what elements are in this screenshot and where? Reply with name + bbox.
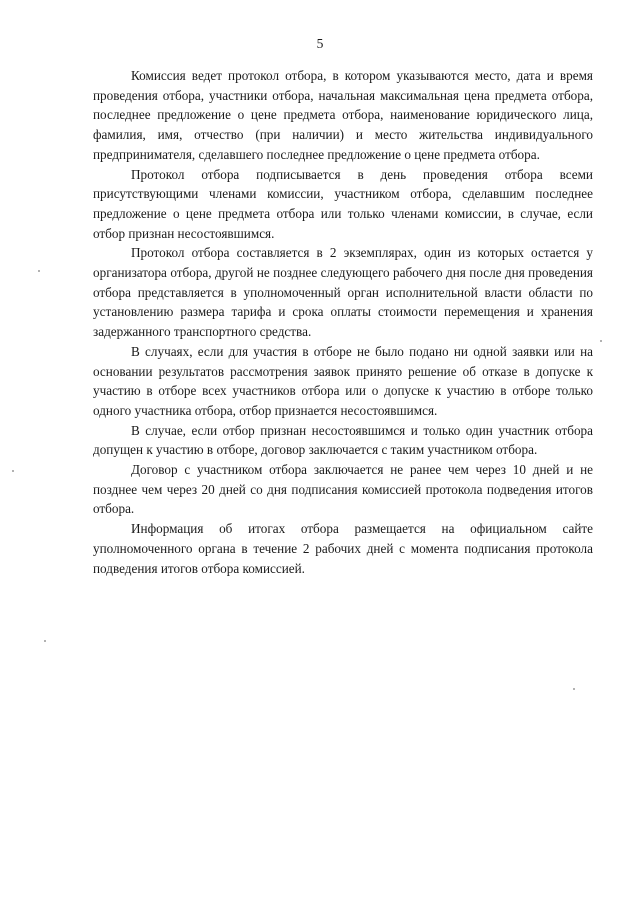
scan-speck [12,470,14,472]
paragraph-contract-timing: Договор с участником отбора заключается не ранее чем через 10 дней и не позднее чем через 20 дней со дня подписания комиссией протокола подведения итогов отбора. [93,462,593,517]
paragraph-protocol-copies: Протокол отбора составляется в 2 экземплярах, один из которых остается у организатора отбора, другой не позднее следующего рабочего дня после дня проведения отбора представляется в уполномоченный орган исполнительной власти области по установлению размера тарифа и срока оплаты стоимости перемещения и хранения задержанного транспортного средства. [93,245,593,340]
paragraph-selection-failed: В случаях, если для участия в отборе не было подано ни одной заявки или на основании результатов рассмотрения заявок принято решение об отказе в допуске к участию в отборе всех участников отбора или о допуске к участию в отборе только одного участника отбора, отбор признается несостоявшимся. [93,343,593,418]
paragraph-results-publication: Информация об итогах отбора размещается на официальном сайте уполномоченного органа в течение 2 рабочих дней с момента подписания протокола подведения итогов отбора комиссией. [93,521,593,576]
document-body [93,66,593,578]
paragraph-single-participant: В случае, если отбор признан несостоявшимся и только один участник отбора допущен к участию в отборе, договор заключается с таким участником отбора. [93,422,593,458]
scan-speck [38,270,40,272]
scan-speck [600,340,602,342]
paragraph-protocol-signing: Протокол отбора подписывается в день проведения отбора всеми присутствующими членами комиссии, участником отбора, сделавшим последнее предложение о цене предмета отбора или только членами комиссии, в случае, если отбор признан несостоявшимся. [93,166,593,241]
scan-speck [44,640,46,642]
paragraph-protocol-contents: Комиссия ведет протокол отбора, в котором указываются место, дата и время проведения отбора, участники отбора, начальная максимальная цена предмета отбора, последнее предложение о цене предмета отбора, наименование юридического лица, фамилия, имя, отчество (при наличии) и место жительства индивидуального предпринимателя, сделавшего последнее предложение о цене предмета отбора. [93,68,593,162]
page-number: 5 [316,36,324,51]
scan-speck [573,688,575,690]
